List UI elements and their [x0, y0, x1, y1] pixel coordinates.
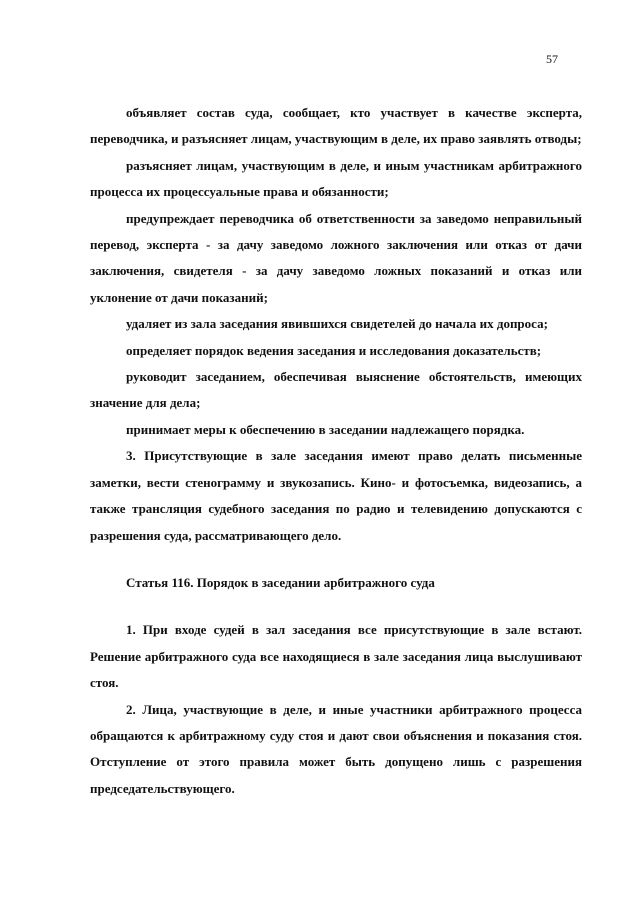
- paragraph-point-1-rise: 1. При входе судей в зал заседания все присутствующие в зале встают. Решение арбитражного суда все находящиеся в зале заседания лица выслушивают стоя.: [90, 622, 582, 691]
- paragraph-announce-court: объявляет состав суда, сообщает, кто участвует в качестве эксперта, переводчика, и разъясняет лицам, участвующим в деле, их право заявлять отводы;: [90, 105, 582, 147]
- document-body: [90, 100, 582, 802]
- paragraph-point-3-recording: 3. Присутствующие в зале заседания имеют право делать письменные заметки, вести стенограмму и звукозапись. Кино- и фотосъемка, видеозапись, а также трансляция судебного заседания по радио и телевидению допускаются с разрешения суда, рассматривающего дело.: [90, 448, 582, 543]
- paragraph-lead-session: руководит заседанием, обеспечивая выяснение обстоятельств, имеющих значение для дела;: [90, 369, 582, 411]
- paragraph-order-of-session: определяет порядок ведения заседания и исследования доказательств;: [126, 342, 542, 358]
- article-heading: Статья 116. Порядок в заседании арбитражного суда: [126, 574, 435, 590]
- paragraph-point-2-standing: 2. Лица, участвующие в деле, и иные участники арбитражного процесса обращаются к арбитражному суду стоя и дают свои объяснения и показания стоя. Отступление от этого правила может быть допущено лишь с разрешения председательствующего.: [90, 701, 582, 796]
- paragraph-warn-responsibility: предупреждает переводчика об ответственности за заведомо неправильный перевод, эксперта - за дачу заведомо ложного заключения или отказ от дачи заключения, свидетеля - за дачу заведомо ложных показаний и отказ или уклонение от дачи показаний;: [90, 210, 582, 305]
- page-number: 57: [546, 52, 558, 66]
- paragraph-maintain-order: принимает меры к обеспечению в заседании надлежащего порядка.: [126, 421, 525, 437]
- paragraph-remove-witnesses: удаляет из зала заседания явившихся свидетелей до начала их допроса;: [126, 316, 548, 332]
- paragraph-explain-rights: разъясняет лицам, участвующим в деле, и иным участникам арбитражного процесса их процессуальные права и обязанности;: [90, 157, 582, 200]
